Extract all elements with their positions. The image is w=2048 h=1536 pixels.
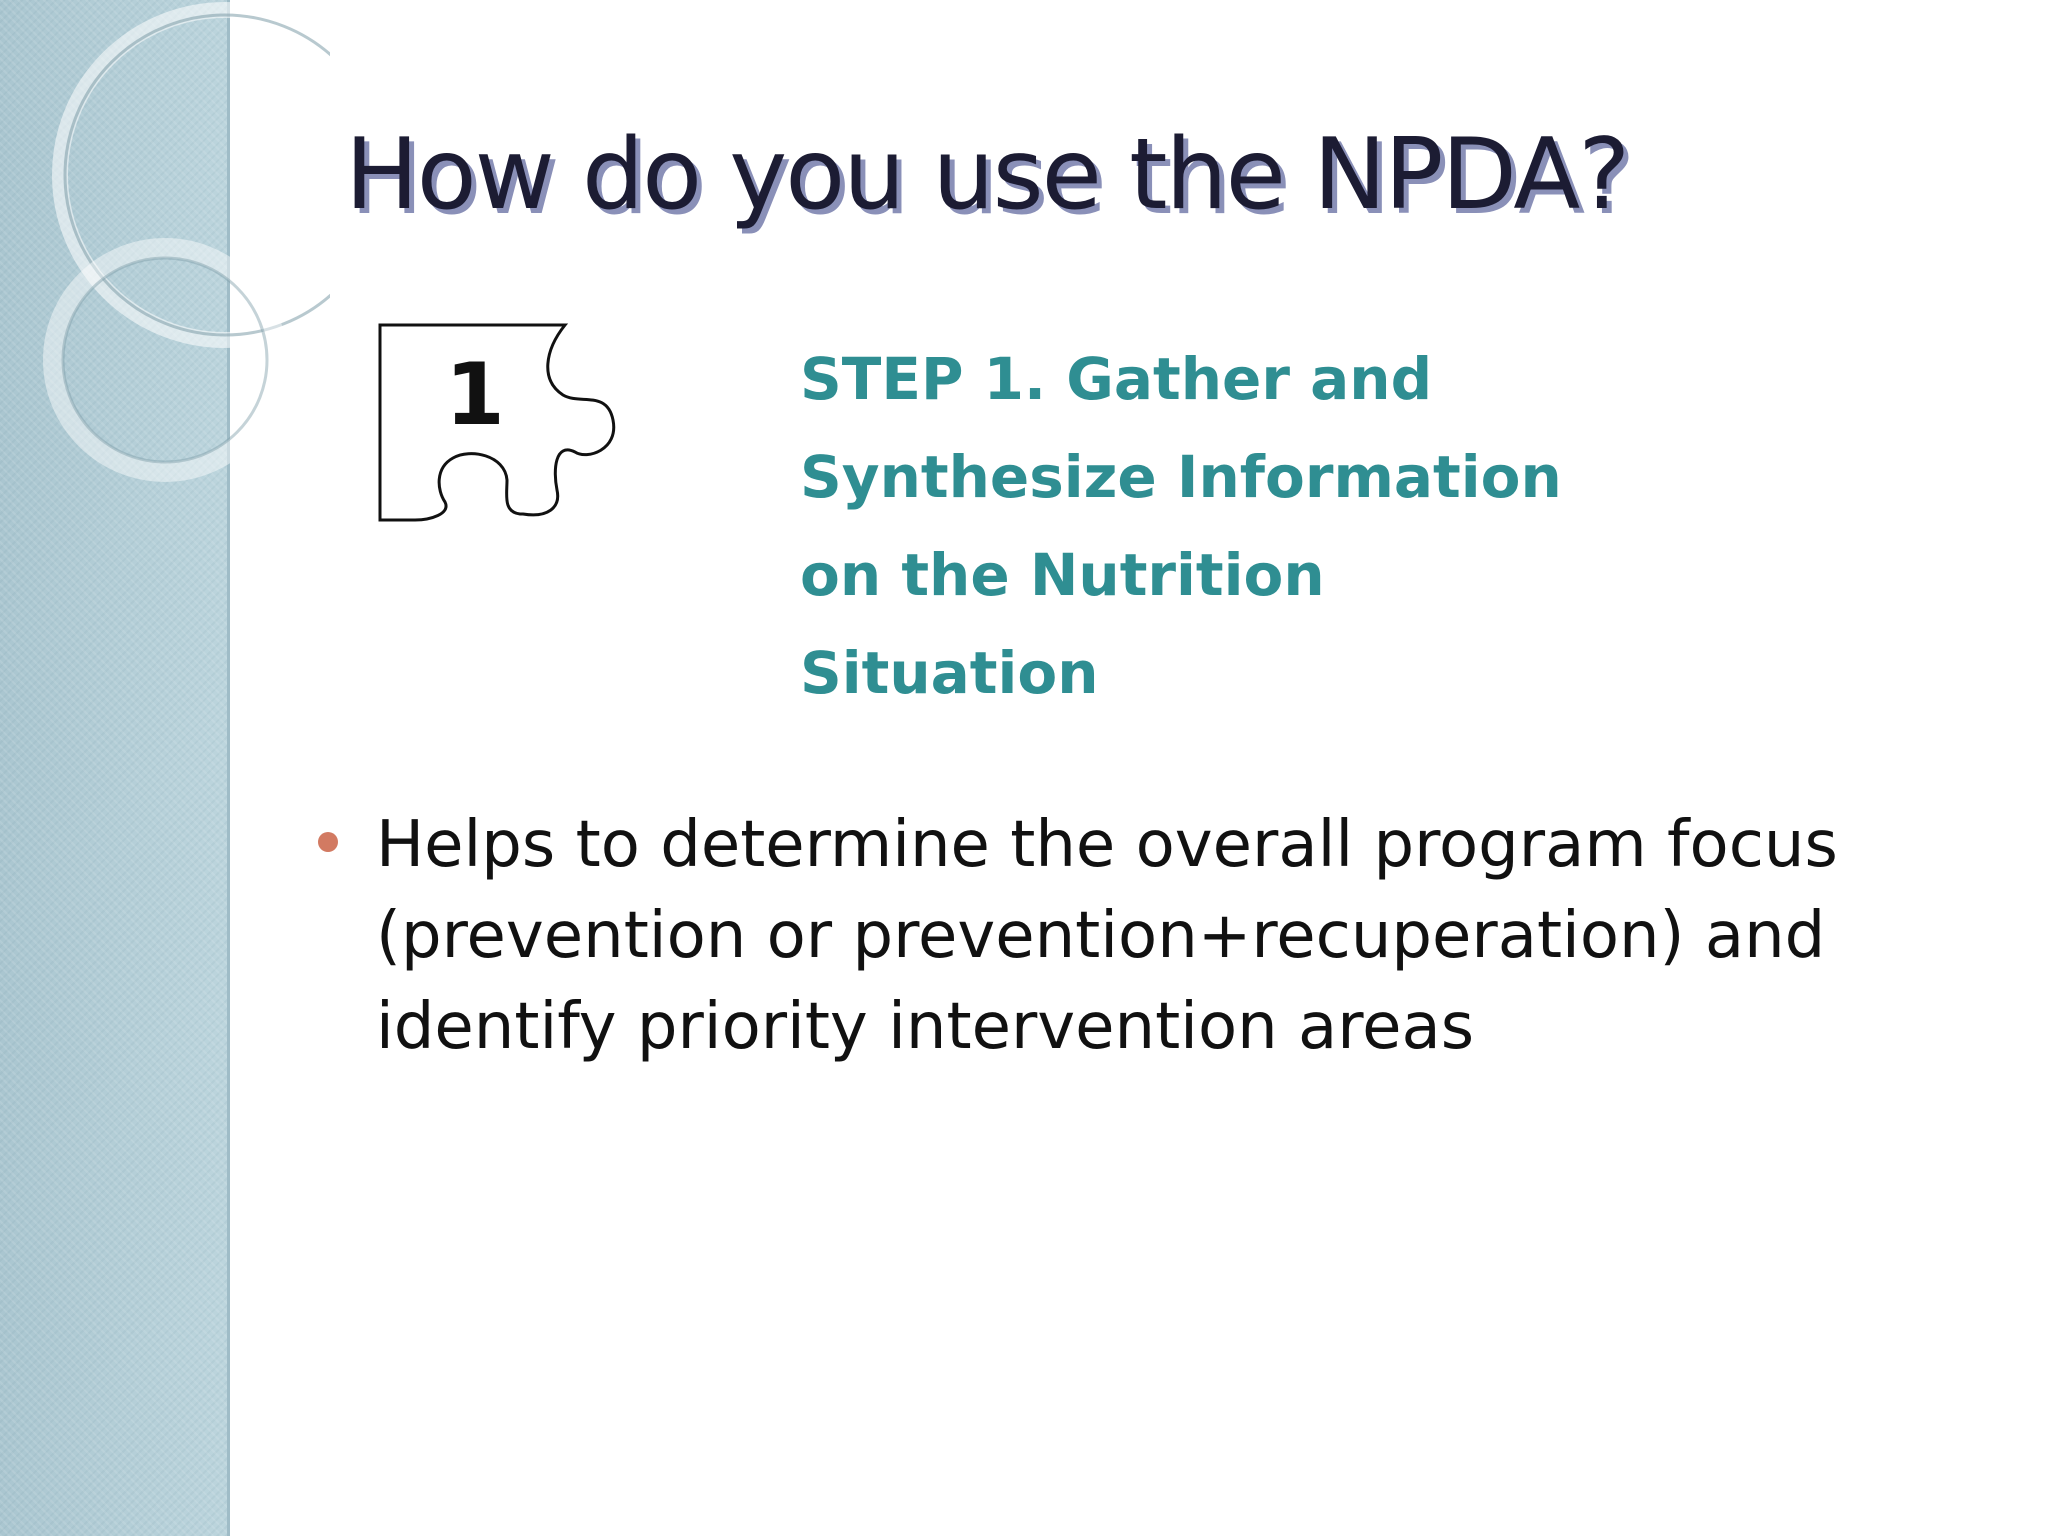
step-heading-line: STEP 1. Gather and bbox=[800, 345, 1433, 413]
bullet-text: Helps to determine the overall program focus (prevention or prevention+recuperation) and identify priority intervention areas bbox=[376, 808, 1838, 1064]
bullet-list bbox=[318, 800, 1968, 1073]
step-heading-line: on the Nutrition bbox=[800, 541, 1325, 609]
step-heading-line: Situation bbox=[800, 639, 1099, 707]
slide-title: How do you use the NPDA? bbox=[345, 118, 1629, 232]
puzzle-step-number: 1 bbox=[445, 345, 505, 445]
bullet-dot-icon bbox=[318, 832, 338, 852]
step-heading-line: Synthesize Information bbox=[800, 443, 1562, 511]
step-heading bbox=[800, 330, 1700, 722]
bullet-item bbox=[318, 800, 1968, 1073]
decorative-rings bbox=[0, 0, 330, 520]
